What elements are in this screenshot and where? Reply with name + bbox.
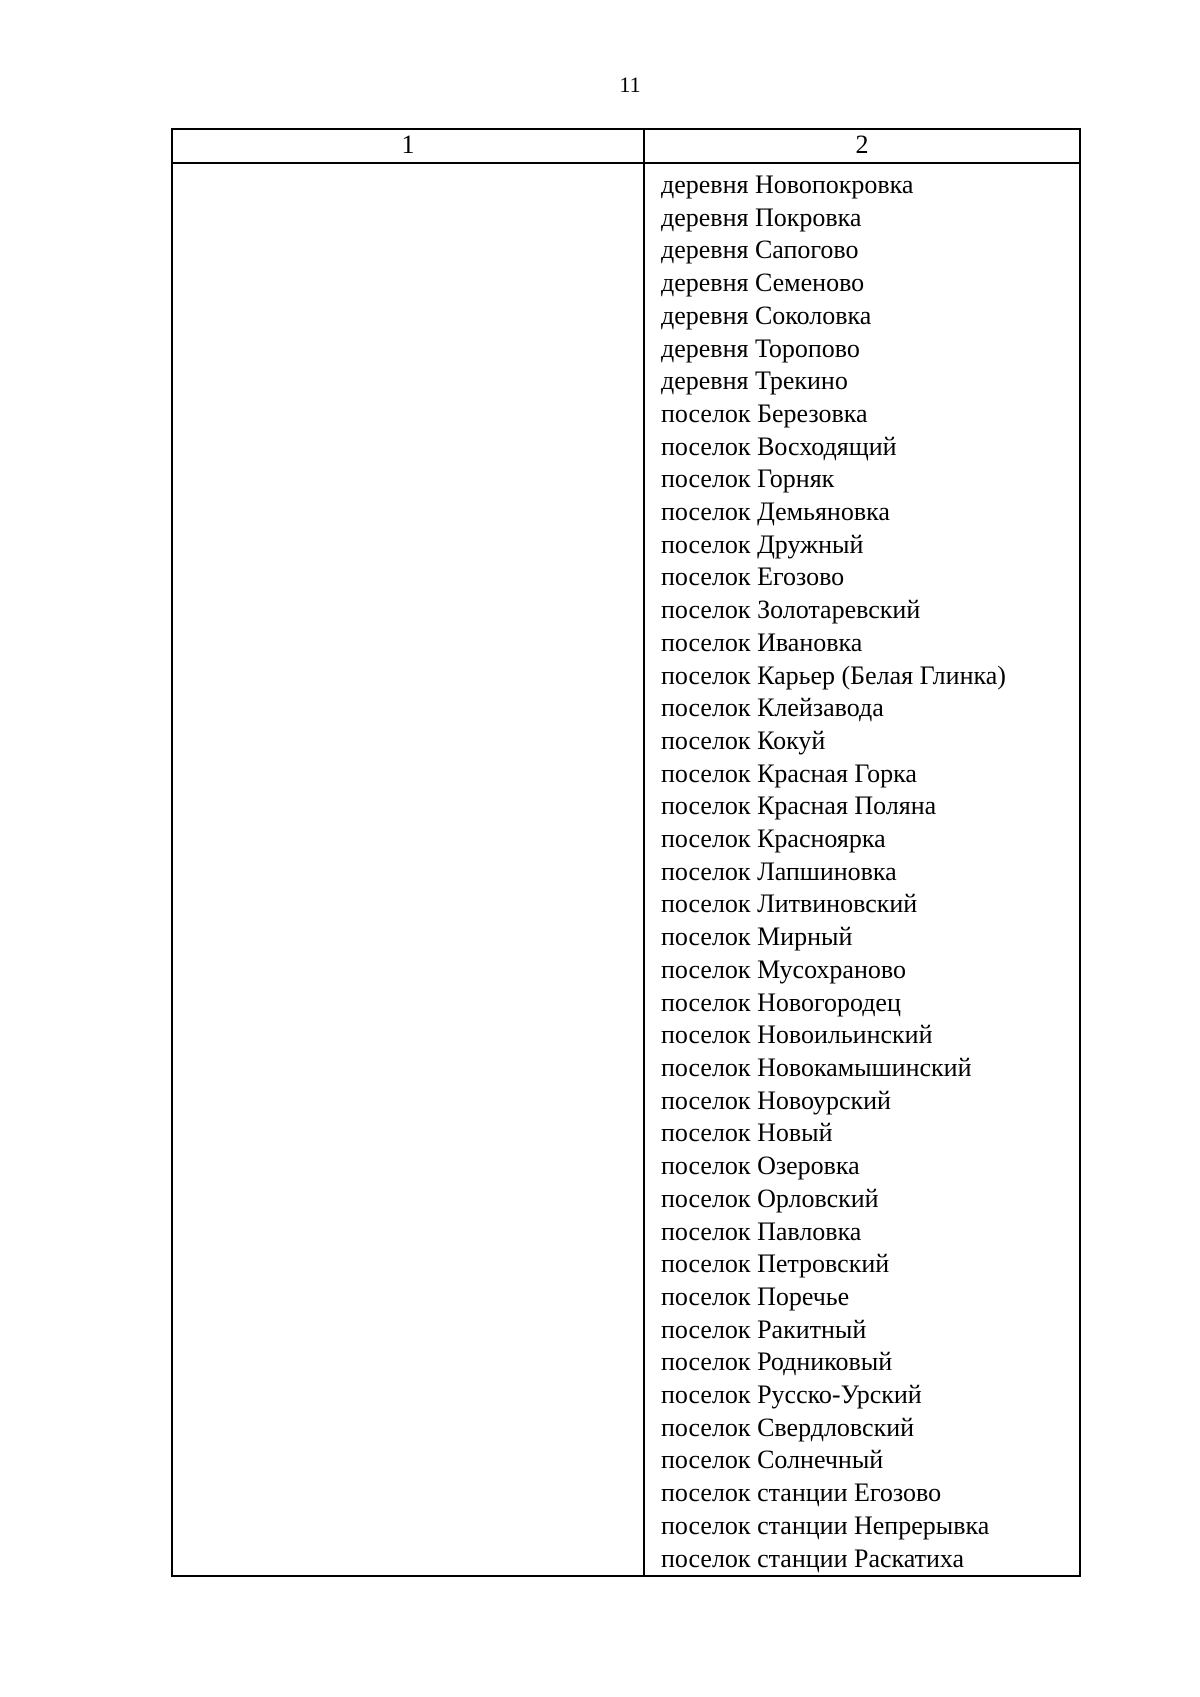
list-item: поселок Восходящий: [661, 431, 897, 461]
list-item: поселок Кокуй: [661, 725, 826, 755]
list-item: поселок станции Егозово: [661, 1478, 942, 1508]
list-item: деревня Трекино: [661, 366, 848, 396]
list-item: поселок Новоурский: [661, 1085, 891, 1115]
list-item: поселок Литвиновский: [661, 889, 918, 919]
list-item: поселок Родниковый: [661, 1347, 893, 1377]
list-item: поселок Новокамышинский: [661, 1052, 972, 1082]
list-item: поселок Ивановка: [661, 627, 863, 657]
list-item: деревня Торопово: [661, 333, 860, 363]
list-item: поселок Павловка: [661, 1216, 862, 1246]
table-header-row: [172, 129, 1080, 163]
settlements-table: [171, 128, 1081, 1577]
list-item: поселок Красная Поляна: [661, 791, 937, 821]
column-1-cell: [172, 163, 644, 1576]
list-item: поселок Карьер (Белая Глинка): [661, 660, 1006, 690]
list-item: поселок Золотаревский: [661, 595, 921, 625]
list-item: поселок Демьяновка: [661, 497, 890, 527]
list-item: поселок Мусохраново: [661, 954, 906, 984]
list-item: поселок Орловский: [661, 1183, 879, 1213]
list-item: поселок Озеровка: [661, 1151, 860, 1181]
list-item: деревня Семеново: [661, 268, 865, 298]
list-item: поселок станции Непрерывка: [661, 1510, 990, 1540]
list-item: поселок Горняк: [661, 464, 835, 494]
table-row: [172, 163, 1080, 1576]
column-header-1: 1: [172, 129, 644, 163]
list-item: деревня Соколовка: [661, 300, 872, 330]
list-item: поселок Красноярка: [661, 824, 886, 854]
column-header-2: 2: [644, 129, 1080, 163]
list-item: поселок Поречье: [661, 1281, 850, 1311]
column-2-cell: [644, 163, 1080, 1576]
list-item: поселок Новый: [661, 1118, 833, 1148]
list-item: поселок Дружный: [661, 529, 864, 559]
page-number: 11: [619, 72, 641, 97]
list-item: поселок Петровский: [661, 1249, 890, 1279]
list-item: поселок Красная Горка: [661, 758, 917, 788]
list-item: поселок Ракитный: [661, 1314, 867, 1344]
list-item: поселок Новоильинский: [661, 1020, 933, 1050]
list-item: поселок Лапшиновка: [661, 856, 897, 886]
list-item: поселок Солнечный: [661, 1445, 884, 1475]
list-item: поселок Клейзавода: [661, 693, 884, 723]
list-item: поселок станции Раскатиха: [661, 1543, 965, 1573]
list-item: поселок Свердловский: [661, 1412, 915, 1442]
settlements-list: [661, 169, 1071, 1575]
list-item: поселок Мирный: [661, 922, 853, 952]
list-item: поселок Егозово: [661, 562, 845, 592]
list-item: поселок Русско-Урский: [661, 1380, 922, 1410]
list-item: поселок Березовка: [661, 398, 868, 428]
list-item: деревня Новопокровка: [661, 170, 914, 199]
list-item: деревня Покровка: [661, 202, 862, 232]
list-item: поселок Новогородец: [661, 987, 901, 1017]
list-item: деревня Сапогово: [661, 235, 859, 265]
